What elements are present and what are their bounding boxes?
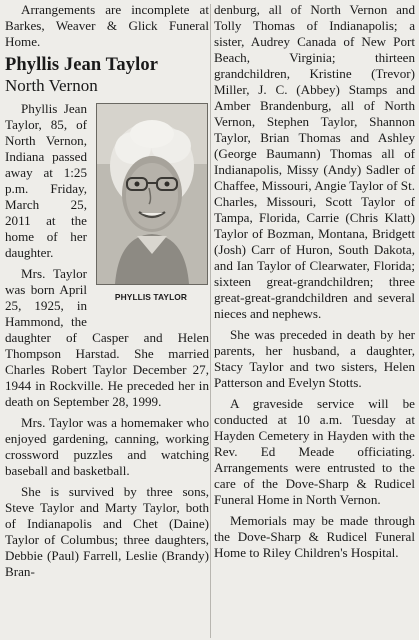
wrap-zone	[5, 101, 209, 410]
paragraph-hobbies: Mrs. Taylor was a homemaker who enjoyed gardening, canning, working crossword puzzles and watching baseball and basketball.	[5, 415, 209, 478]
portrait-photo	[96, 103, 208, 285]
paragraph-memorials: Memorials may be made through the Dove-Sharp & Rudicel Funeral Home to Riley Children's Hospital.	[214, 513, 415, 560]
photo-caption: PHYLLIS TAYLOR	[114, 292, 188, 302]
portrait-image	[97, 104, 207, 284]
paragraph-survivors-continued: denburg, all of North Vernon and Tolly Thomas of Indianapolis; a sister, Audrey Canada of New Port Beach, Virginia; thirteen grandchildren, Kristine (Trevor) Miller, J. C. (Abbey) Stamps and Amber Brandenburg, all of North Vernon, Stephen Taylor, Shannon Taylor, Brian Thomas and Ashley (George Baumann) Thomas all of Indianapolis, Missy (Andy) Sadler of Chaffee, Missouri, Angie Taylor of St. Charles, Missouri, Scott Taylor of Tampa, Florida, Carrie (Chris Klatt) Taylor of Bozman, Montana, Bridgett (Josh) Carr of Huron, South Dakota, and Ian Taylor of Clearwater, Florida; sixteen great-grandchildren; three great-great-grandchildren and several nieces and nephews.	[214, 2, 415, 321]
paragraph-service: A graveside service will be conducted at 10 a.m. Tuesday at Hayden Cemetery in Hayden with the Rev. Ed Meade officiating. Arrangements were entrusted to the care of the Dove-Sharp & Rudicel Funeral Home in North Vernon.	[214, 396, 415, 507]
paragraph-survivors: She is survived by three sons, Steve Taylor and Marty Taylor, both of Indianapolis and Chet (Daine) Taylor of Columbus; three daughters, Debbie (Paul) Farrell, Leslie (Brandy) Bran-	[5, 484, 209, 579]
obituary-name: Phyllis Jean Taylor	[5, 55, 159, 75]
left-column	[5, 2, 209, 580]
column-divider	[210, 4, 211, 638]
paragraph-preceded-in-death: She was preceded in death by her parents, her husband, a daughter, Stacy Taylor and two sisters, Helen Patterson and Evelyn Stotts.	[214, 327, 415, 390]
paragraph-death-notice: Phyllis Jean Taylor, 85, of North Vernon, Indiana passed away at 1:25 p.m. Friday, March 25, 2011 at the home of her daughter.	[5, 101, 87, 260]
paragraph-birth-marriage: Mrs. Taylor was born April 25, 1925, in Hammond, the daughter of Casper and Helen Thompson Harstad. She married Charles Robert Taylor December 27, 1944 in Rockville. He preceded her in death on September 28, 1999.	[5, 266, 209, 409]
arrangements-notice: Arrangements are incomplete at Barkes, Weaver & Glick Funeral Home.	[5, 2, 209, 49]
obituary-location: North Vernon	[5, 76, 98, 95]
portrait-figure	[93, 103, 209, 315]
right-column	[214, 2, 415, 561]
